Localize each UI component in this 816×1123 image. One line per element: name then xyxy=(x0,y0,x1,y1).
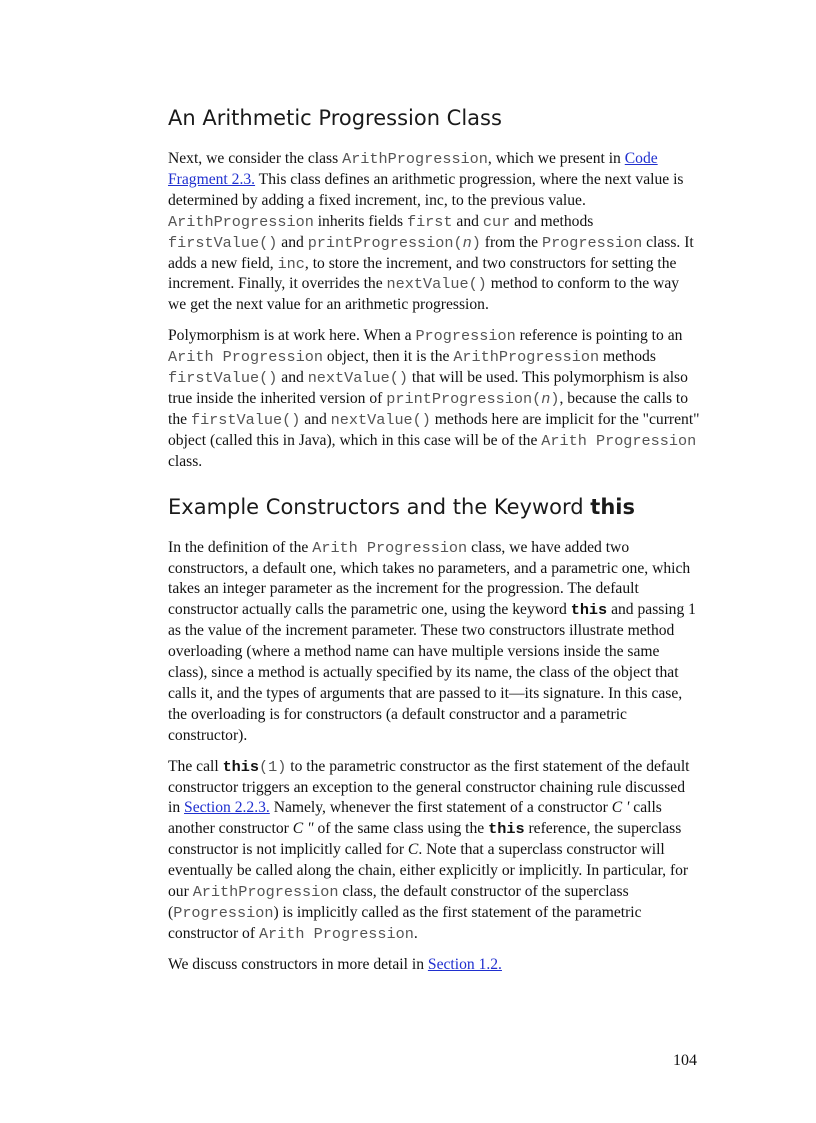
code-term: nextValue() xyxy=(307,369,408,388)
code-term: Progression xyxy=(173,904,274,922)
link-section-1-2[interactable]: Section 1.2. xyxy=(427,955,502,973)
paragraph-this-call: The call this(1) to the parametric constructor as the first statement of the default constructor triggers an exception to the general constructor chaining rule discussed in Section 2.2.3. Namely, whenever the first statement of a constructor C ' calls another constructor C " of the same class using the this reference, the superclass constructor is not implicitly called for C. Note that a superclass constructor will eventually be called along the chain, either explicitly or implicitly. In particular, for our ArithProgression class, the default constructor of the superclass (Progression) is implicitly called as the first statement of the parametric constructor of Arith Progression. xyxy=(168,757,690,943)
code-term: firstValue() xyxy=(190,410,301,429)
paragraph-constructors: In the definition of the Arith Progression class, we have added two constructors, a default one, which takes no parameters, and a parametric one, which takes an integer parameter as the increment for the progression. The default constructor actually calls the parametric one, using the keyword this and passing 1 as the value of the increment parameter. These two constructors illustrate method overloading (where a method name can have multiple versions inside the same class), since a method is actually specified by its name, the class of the object that calls it, and the types of arguments that are passed to it—its signature. In this case, the overloading is for constructors (a default constructor and a parametric constructor). xyxy=(168,538,696,744)
paragraph-more-detail: We discuss constructors in more detail in Section 1.2. xyxy=(168,955,502,973)
code-term: Progression xyxy=(541,233,643,252)
page-content xyxy=(168,100,700,986)
code-term: nextValue() xyxy=(330,410,431,429)
code-term: (1) xyxy=(259,757,287,776)
code-term: ArithProgression xyxy=(342,150,488,168)
link-section-2-2-3[interactable]: Section 2.2.3. xyxy=(184,799,270,817)
code-term: nextValue() xyxy=(386,275,487,294)
code-term: Arith Progression xyxy=(312,538,468,557)
page-number: 104 xyxy=(673,1052,697,1069)
code-term: ArithProgression xyxy=(168,212,314,231)
keyword-this: this xyxy=(222,757,260,776)
keyword-this: this xyxy=(488,820,525,839)
heading-keyword: this xyxy=(590,494,635,519)
section-heading-arith-progression: An Arithmetic Progression Class xyxy=(168,106,502,130)
code-term: ArithProgression xyxy=(453,348,600,367)
code-term: firstValue() xyxy=(168,233,278,252)
math-c-prime: C ' xyxy=(611,799,630,817)
section-heading-constructors: Example Constructors and the Keyword this xyxy=(168,494,635,519)
code-term: printProgression(n) xyxy=(386,389,560,408)
code-term: Progression xyxy=(415,327,516,346)
code-term: ArithProgression xyxy=(192,883,339,902)
code-term: Arith Progression xyxy=(258,924,414,943)
math-c: C xyxy=(407,841,419,859)
code-term: printProgression(n) xyxy=(307,233,481,252)
paragraph-polymorphism: Polymorphism is at work here. When a Progression reference is pointing to an Arith Progression object, then it is the ArithProgression methods firstValue() and nextValue() that will be used. This polymorphism is also true inside the inherited version of printProgression(n), because the calls to the firstValue() and nextValue() methods here are implicit for the "current" object (called this in Java), which in this case will be of the Arith Progression class. xyxy=(168,327,700,470)
paragraph-arith-intro: Next, we consider the class ArithProgression, which we present in Code Fragment 2.3. This class defines an arithmetic progression, where the next value is determined by adding a fixed increment, inc, to the previous value. ArithProgression inherits fields first and cur and methods firstValue() and printProgression(n) from the Progression class. It adds a new field, inc, to store the increment, and two constructors for setting the increment. Finally, it overrides the nextValue() method to conform to the way we get the next value for an arithmetic progression. xyxy=(168,150,694,314)
code-term: firstValue() xyxy=(168,369,278,388)
keyword-this: this xyxy=(570,601,608,620)
code-term: first xyxy=(406,212,453,231)
code-term: cur xyxy=(482,212,511,231)
math-c-double-prime: C " xyxy=(292,820,314,838)
code-term: Arith Progression xyxy=(541,431,697,450)
code-term: inc xyxy=(277,254,305,273)
code-term: Arith Progression xyxy=(168,348,323,367)
link-code-fragment-2-3[interactable]: Code Fragment 2.3. xyxy=(168,150,658,188)
